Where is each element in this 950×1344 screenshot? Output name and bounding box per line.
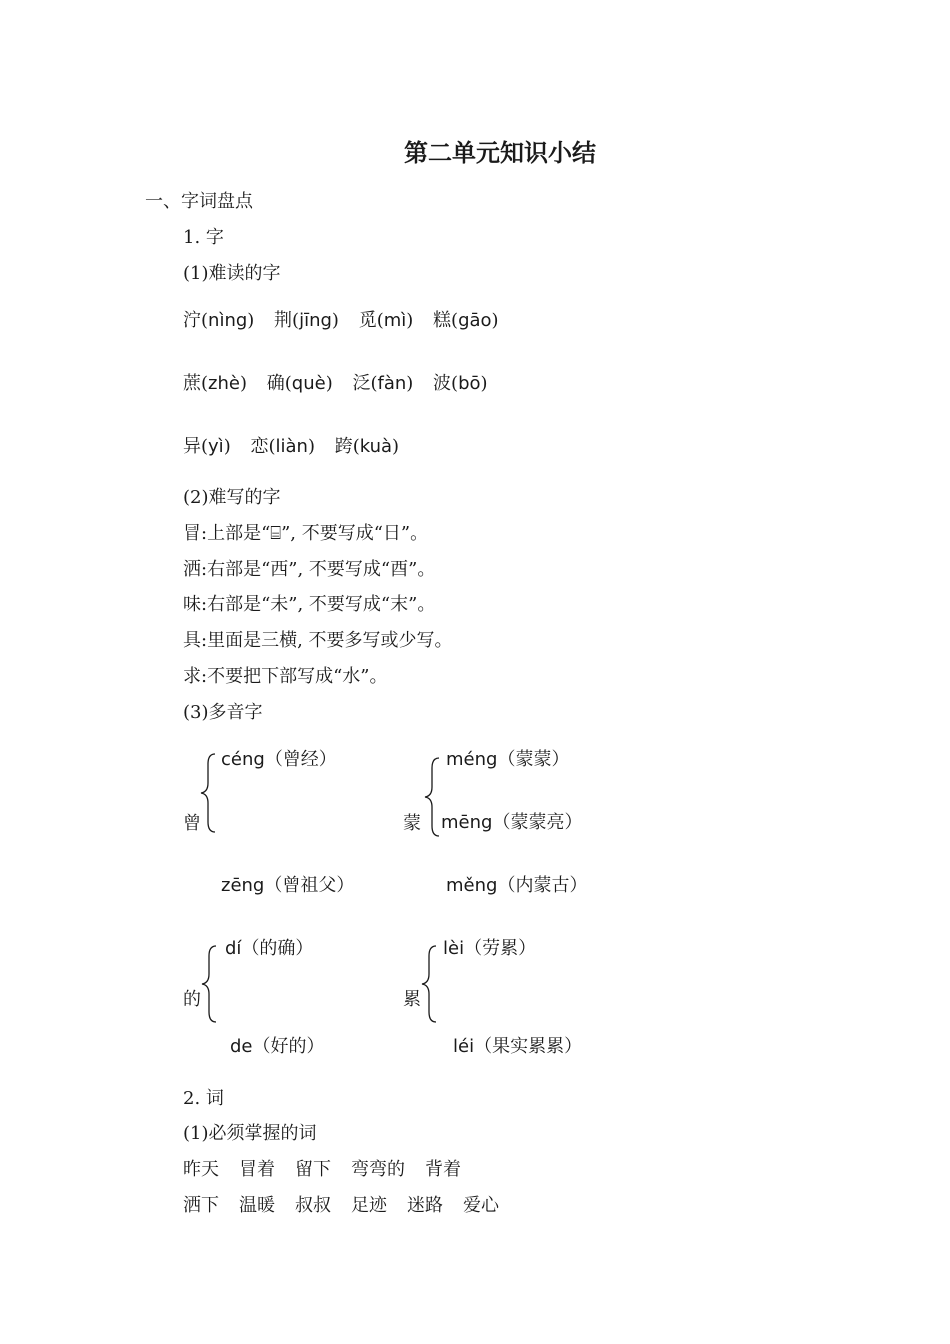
polyphone-reading (453, 1038, 582, 1056)
pinyin: què (291, 373, 326, 394)
pinyin: jīng (299, 310, 332, 331)
polyphone-reading (221, 751, 337, 769)
hanzi: 恋 (250, 436, 269, 457)
subheading-characters: 1. 字 (183, 227, 224, 248)
subheading-must-master: (1)必须掌握的词 (183, 1123, 317, 1144)
pinyin: mēng (441, 812, 493, 833)
pinyin: měng (446, 875, 498, 896)
pinyin: liàn (275, 436, 308, 457)
hanzi: 异 (183, 436, 201, 457)
pinyin: bō (458, 373, 481, 394)
hanzi: 荆 (274, 310, 293, 331)
pinyin: dí (225, 938, 242, 959)
word: 足迹 (351, 1195, 387, 1216)
word-row (183, 1161, 461, 1179)
example-word: （蒙蒙） (497, 749, 570, 770)
word: 留下 (295, 1159, 331, 1180)
hard-read-row: 异(yì) 恋(liàn) 跨(kuà) (183, 436, 400, 457)
pinyin: léi (453, 1036, 475, 1057)
hanzi: 泞 (183, 310, 201, 331)
hanzi: 泛 (352, 373, 371, 394)
example-word: （内蒙古） (497, 875, 588, 896)
polyphone-char: 累 (403, 989, 421, 1010)
polyphone-reading (221, 877, 354, 895)
polyphone-reading (443, 940, 536, 958)
example-word: （曾祖父） (264, 875, 355, 896)
example-word: （的确） (241, 938, 314, 959)
pinyin: céng (221, 749, 265, 770)
pinyin: mì (383, 310, 407, 331)
hard-read-row: 蔗(zhè) 确(què) 泛(fàn) 波(bō) (183, 373, 488, 394)
word: 冒着 (239, 1159, 275, 1180)
hard-write-line: 求:不要把下部写成“水”。 (183, 666, 388, 687)
hanzi: 糕 (433, 310, 452, 331)
word: 叔叔 (295, 1195, 331, 1216)
polyphone-reading (446, 877, 587, 895)
pinyin: méng (446, 749, 498, 770)
word: 温暖 (239, 1195, 275, 1216)
subheading-hard-to-read: (1)难读的字 (183, 263, 281, 284)
word: 洒下 (183, 1195, 219, 1216)
section-heading: 一、字词盘点 (145, 191, 253, 212)
hanzi: 蔗 (183, 373, 201, 394)
pinyin: de (230, 1036, 253, 1057)
hanzi: 觅 (358, 310, 377, 331)
subheading-polyphones: (3)多音字 (183, 702, 263, 723)
example-word: （劳累） (464, 938, 537, 959)
word: 爱心 (463, 1195, 499, 1216)
word: 背着 (425, 1159, 461, 1180)
polyphone-reading (230, 1038, 325, 1056)
pinyin: fàn (377, 373, 407, 394)
example-word: （好的） (252, 1036, 325, 1057)
hanzi: 跨 (334, 436, 353, 457)
example-word: （蒙蒙亮） (492, 812, 583, 833)
pinyin: yì (208, 436, 224, 457)
pinyin: kuà (359, 436, 393, 457)
hard-read-row: 泞(nìng) 荆(jīng) 觅(mì) 糕(gāo) (183, 310, 499, 331)
pinyin: lèi (443, 938, 465, 959)
polyphone-char: 的 (183, 989, 201, 1010)
hard-write-line: 味:右部是“未”, 不要写成“末”。 (183, 594, 436, 615)
word: 迷路 (407, 1195, 443, 1216)
word: 昨天 (183, 1159, 219, 1180)
pinyin: nìng (208, 310, 248, 331)
subheading-hard-to-write: (2)难写的字 (183, 487, 281, 508)
page-title: 第二单元知识小结 (404, 138, 596, 167)
brace-icon (200, 944, 220, 1024)
brace-icon (423, 756, 443, 838)
hard-write-line: 具:里面是三横, 不要多写或少写。 (183, 630, 453, 651)
hanzi: 确 (266, 373, 285, 394)
word-row (183, 1197, 499, 1215)
polyphone-char: 蒙 (403, 813, 421, 834)
word: 弯弯的 (351, 1159, 405, 1180)
polyphone-char: 曾 (183, 813, 201, 834)
hanzi: 波 (433, 373, 452, 394)
subheading-words: 2. 词 (183, 1088, 224, 1109)
polyphone-reading (225, 940, 313, 958)
brace-icon (199, 752, 219, 834)
pinyin: gāo (458, 310, 492, 331)
example-word: （曾经） (264, 749, 337, 770)
hard-write-line: 冒:上部是“⌸”, 不要写成“日”。 (183, 523, 429, 544)
hard-write-line: 洒:右部是“西”, 不要写成“酉”。 (183, 559, 436, 580)
brace-icon (420, 944, 440, 1024)
polyphone-reading (446, 751, 569, 769)
pinyin: zēng (221, 875, 265, 896)
polyphone-reading (441, 814, 582, 832)
pinyin: zhè (208, 373, 240, 394)
example-word: （果实累累） (474, 1036, 583, 1057)
